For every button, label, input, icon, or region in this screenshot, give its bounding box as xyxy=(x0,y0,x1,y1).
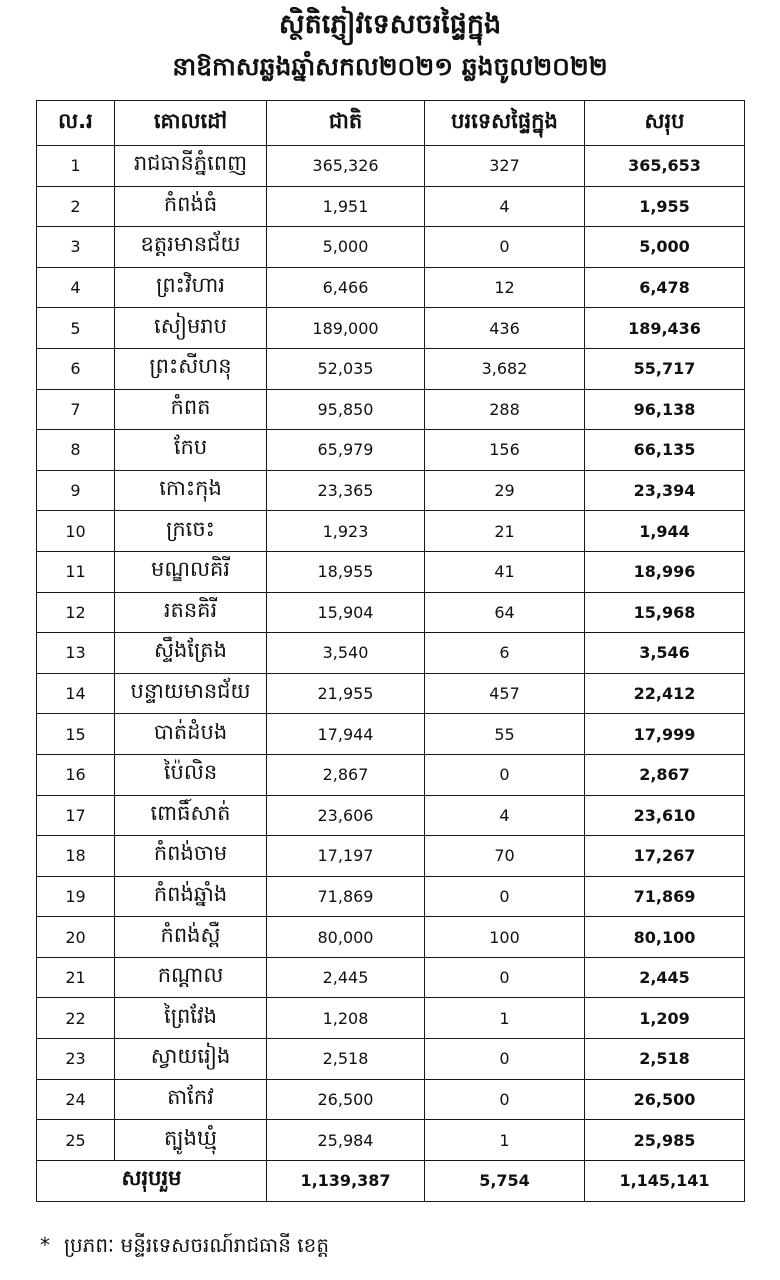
cell-foreign: 0 xyxy=(425,754,585,795)
cell-no: 19 xyxy=(37,876,115,917)
cell-national: 17,944 xyxy=(267,714,425,755)
table-row xyxy=(37,186,745,227)
cell-foreign: 3,682 xyxy=(425,348,585,389)
cell-foreign: 12 xyxy=(425,267,585,308)
table-row xyxy=(37,389,745,430)
header-destination: គោលដៅ xyxy=(115,101,267,146)
page-title: ស្ថិតិភ្ញៀវទេសចរផ្ទៃក្នុង xyxy=(278,9,502,40)
cell-national: 80,000 xyxy=(267,917,425,958)
cell-national: 25,984 xyxy=(267,1120,425,1161)
cell-foreign: 0 xyxy=(425,957,585,998)
statistics-table xyxy=(36,100,745,1202)
footnote-mark: * xyxy=(40,1233,50,1257)
cell-destination: កោះកុង xyxy=(115,470,267,511)
cell-foreign: 457 xyxy=(425,673,585,714)
cell-no: 20 xyxy=(37,917,115,958)
cell-no: 15 xyxy=(37,714,115,755)
cell-national: 365,326 xyxy=(267,146,425,187)
table-row xyxy=(37,146,745,187)
cell-foreign: 0 xyxy=(425,876,585,917)
cell-total: 80,100 xyxy=(585,917,745,958)
cell-national: 52,035 xyxy=(267,348,425,389)
table-row xyxy=(37,1120,745,1161)
cell-total: 2,867 xyxy=(585,754,745,795)
cell-foreign: 55 xyxy=(425,714,585,755)
table-row xyxy=(37,308,745,349)
cell-foreign: 100 xyxy=(425,917,585,958)
cell-total: 3,546 xyxy=(585,633,745,674)
header-foreign: បរទេសផ្ទៃក្នុង xyxy=(425,101,585,146)
cell-foreign: 288 xyxy=(425,389,585,430)
cell-total: 5,000 xyxy=(585,227,745,268)
cell-destination: ព្រះវិហារ xyxy=(115,267,267,308)
cell-national: 23,365 xyxy=(267,470,425,511)
cell-national: 71,869 xyxy=(267,876,425,917)
cell-total: 2,445 xyxy=(585,957,745,998)
table-row xyxy=(37,348,745,389)
footnote-text: ប្រភពៈ មន្ទីរទេសចរណ៍រាជធានី ខេត្ត xyxy=(64,1233,330,1257)
cell-no: 22 xyxy=(37,998,115,1039)
cell-destination: កំពង់ស្ពឺ xyxy=(115,917,267,958)
cell-no: 18 xyxy=(37,836,115,877)
table-row xyxy=(37,673,745,714)
cell-foreign: 1 xyxy=(425,1120,585,1161)
cell-national: 189,000 xyxy=(267,308,425,349)
cell-no: 1 xyxy=(37,146,115,187)
grand-total-label: សរុបរួម xyxy=(37,1160,267,1201)
cell-destination: កណ្តាល xyxy=(115,957,267,998)
cell-national: 26,500 xyxy=(267,1079,425,1120)
cell-no: 7 xyxy=(37,389,115,430)
grand-total-foreign: 5,754 xyxy=(425,1160,585,1201)
cell-destination: បាត់ដំបង xyxy=(115,714,267,755)
table-row xyxy=(37,511,745,552)
cell-total: 17,999 xyxy=(585,714,745,755)
table-row xyxy=(37,227,745,268)
cell-foreign: 70 xyxy=(425,836,585,877)
table-row xyxy=(37,876,745,917)
header-total: សរុប xyxy=(585,101,745,146)
table-row xyxy=(37,957,745,998)
cell-total: 18,996 xyxy=(585,551,745,592)
cell-foreign: 4 xyxy=(425,795,585,836)
cell-no: 17 xyxy=(37,795,115,836)
cell-destination: កំពង់ចាម xyxy=(115,836,267,877)
cell-total: 1,209 xyxy=(585,998,745,1039)
cell-no: 11 xyxy=(37,551,115,592)
cell-foreign: 0 xyxy=(425,1039,585,1080)
cell-destination: បន្ទាយមានជ័យ xyxy=(115,673,267,714)
cell-foreign: 1 xyxy=(425,998,585,1039)
cell-no: 6 xyxy=(37,348,115,389)
source-footnote xyxy=(40,1232,329,1262)
cell-destination: ស្ទឹងត្រែង xyxy=(115,633,267,674)
cell-total: 365,653 xyxy=(585,146,745,187)
header-no: ល.រ xyxy=(37,101,115,146)
table-row xyxy=(37,795,745,836)
cell-national: 5,000 xyxy=(267,227,425,268)
grand-total-row xyxy=(37,1160,745,1201)
cell-total: 96,138 xyxy=(585,389,745,430)
cell-foreign: 0 xyxy=(425,1079,585,1120)
header-national: ជាតិ xyxy=(267,101,425,146)
cell-foreign: 29 xyxy=(425,470,585,511)
cell-no: 16 xyxy=(37,754,115,795)
cell-no: 2 xyxy=(37,186,115,227)
cell-destination: រាជធានីភ្នំពេញ xyxy=(115,146,267,187)
grand-total-national: 1,139,387 xyxy=(267,1160,425,1201)
table-row xyxy=(37,470,745,511)
table-row xyxy=(37,714,745,755)
table-row xyxy=(37,754,745,795)
cell-national: 2,518 xyxy=(267,1039,425,1080)
cell-no: 3 xyxy=(37,227,115,268)
grand-total-total: 1,145,141 xyxy=(585,1160,745,1201)
cell-foreign: 436 xyxy=(425,308,585,349)
cell-total: 1,944 xyxy=(585,511,745,552)
table-row xyxy=(37,1039,745,1080)
cell-total: 55,717 xyxy=(585,348,745,389)
cell-no: 24 xyxy=(37,1079,115,1120)
table-row xyxy=(37,1079,745,1120)
cell-foreign: 41 xyxy=(425,551,585,592)
table-row xyxy=(37,998,745,1039)
cell-destination: ព្រៃវែង xyxy=(115,998,267,1039)
table-body xyxy=(37,146,745,1161)
table-header-row xyxy=(37,101,745,146)
cell-foreign: 327 xyxy=(425,146,585,187)
cell-total: 25,985 xyxy=(585,1120,745,1161)
cell-foreign: 0 xyxy=(425,227,585,268)
table-row xyxy=(37,551,745,592)
cell-destination: សៀមរាប xyxy=(115,308,267,349)
cell-no: 8 xyxy=(37,430,115,471)
cell-destination: ឧត្តរមានជ័យ xyxy=(115,227,267,268)
table-row xyxy=(37,430,745,471)
cell-destination: មណ្ឌលគិរី xyxy=(115,551,267,592)
cell-destination: ស្វាយរៀង xyxy=(115,1039,267,1080)
table-row xyxy=(37,633,745,674)
cell-destination: កំពង់ឆ្នាំង xyxy=(115,876,267,917)
cell-destination: ព្រះសីហនុ xyxy=(115,348,267,389)
cell-total: 71,869 xyxy=(585,876,745,917)
cell-national: 1,923 xyxy=(267,511,425,552)
cell-destination: ពោធិ៍សាត់ xyxy=(115,795,267,836)
cell-foreign: 4 xyxy=(425,186,585,227)
cell-total: 66,135 xyxy=(585,430,745,471)
cell-total: 23,394 xyxy=(585,470,745,511)
cell-total: 17,267 xyxy=(585,836,745,877)
cell-national: 15,904 xyxy=(267,592,425,633)
cell-total: 189,436 xyxy=(585,308,745,349)
cell-national: 2,867 xyxy=(267,754,425,795)
cell-no: 25 xyxy=(37,1120,115,1161)
cell-destination: ប៉ៃលិន xyxy=(115,754,267,795)
table-row xyxy=(37,836,745,877)
table-row xyxy=(37,592,745,633)
cell-no: 10 xyxy=(37,511,115,552)
cell-no: 21 xyxy=(37,957,115,998)
cell-national: 65,979 xyxy=(267,430,425,471)
cell-no: 14 xyxy=(37,673,115,714)
table-row xyxy=(37,917,745,958)
cell-destination: កំពង់ធំ xyxy=(115,186,267,227)
cell-no: 5 xyxy=(37,308,115,349)
cell-destination: ក្រចេះ xyxy=(115,511,267,552)
page-subtitle: នាឱកាសឆ្លងឆ្នាំសកល២០២១ ឆ្លងចូល២០២២ xyxy=(172,52,608,81)
cell-total: 26,500 xyxy=(585,1079,745,1120)
cell-national: 17,197 xyxy=(267,836,425,877)
cell-destination: ត្បូងឃ្មុំ xyxy=(115,1120,267,1161)
cell-no: 9 xyxy=(37,470,115,511)
cell-destination: កែប xyxy=(115,430,267,471)
cell-national: 2,445 xyxy=(267,957,425,998)
cell-national: 1,951 xyxy=(267,186,425,227)
cell-no: 13 xyxy=(37,633,115,674)
cell-destination: តាកែវ xyxy=(115,1079,267,1120)
cell-national: 6,466 xyxy=(267,267,425,308)
cell-total: 15,968 xyxy=(585,592,745,633)
cell-no: 4 xyxy=(37,267,115,308)
cell-total: 22,412 xyxy=(585,673,745,714)
cell-foreign: 64 xyxy=(425,592,585,633)
cell-total: 2,518 xyxy=(585,1039,745,1080)
cell-destination: កំពត xyxy=(115,389,267,430)
cell-national: 95,850 xyxy=(267,389,425,430)
cell-foreign: 21 xyxy=(425,511,585,552)
cell-national: 23,606 xyxy=(267,795,425,836)
cell-national: 3,540 xyxy=(267,633,425,674)
cell-no: 12 xyxy=(37,592,115,633)
cell-total: 23,610 xyxy=(585,795,745,836)
cell-national: 21,955 xyxy=(267,673,425,714)
table-row xyxy=(37,267,745,308)
cell-foreign: 6 xyxy=(425,633,585,674)
cell-total: 6,478 xyxy=(585,267,745,308)
cell-national: 1,208 xyxy=(267,998,425,1039)
cell-total: 1,955 xyxy=(585,186,745,227)
cell-destination: រតនគិរី xyxy=(115,592,267,633)
cell-foreign: 156 xyxy=(425,430,585,471)
cell-no: 23 xyxy=(37,1039,115,1080)
cell-national: 18,955 xyxy=(267,551,425,592)
